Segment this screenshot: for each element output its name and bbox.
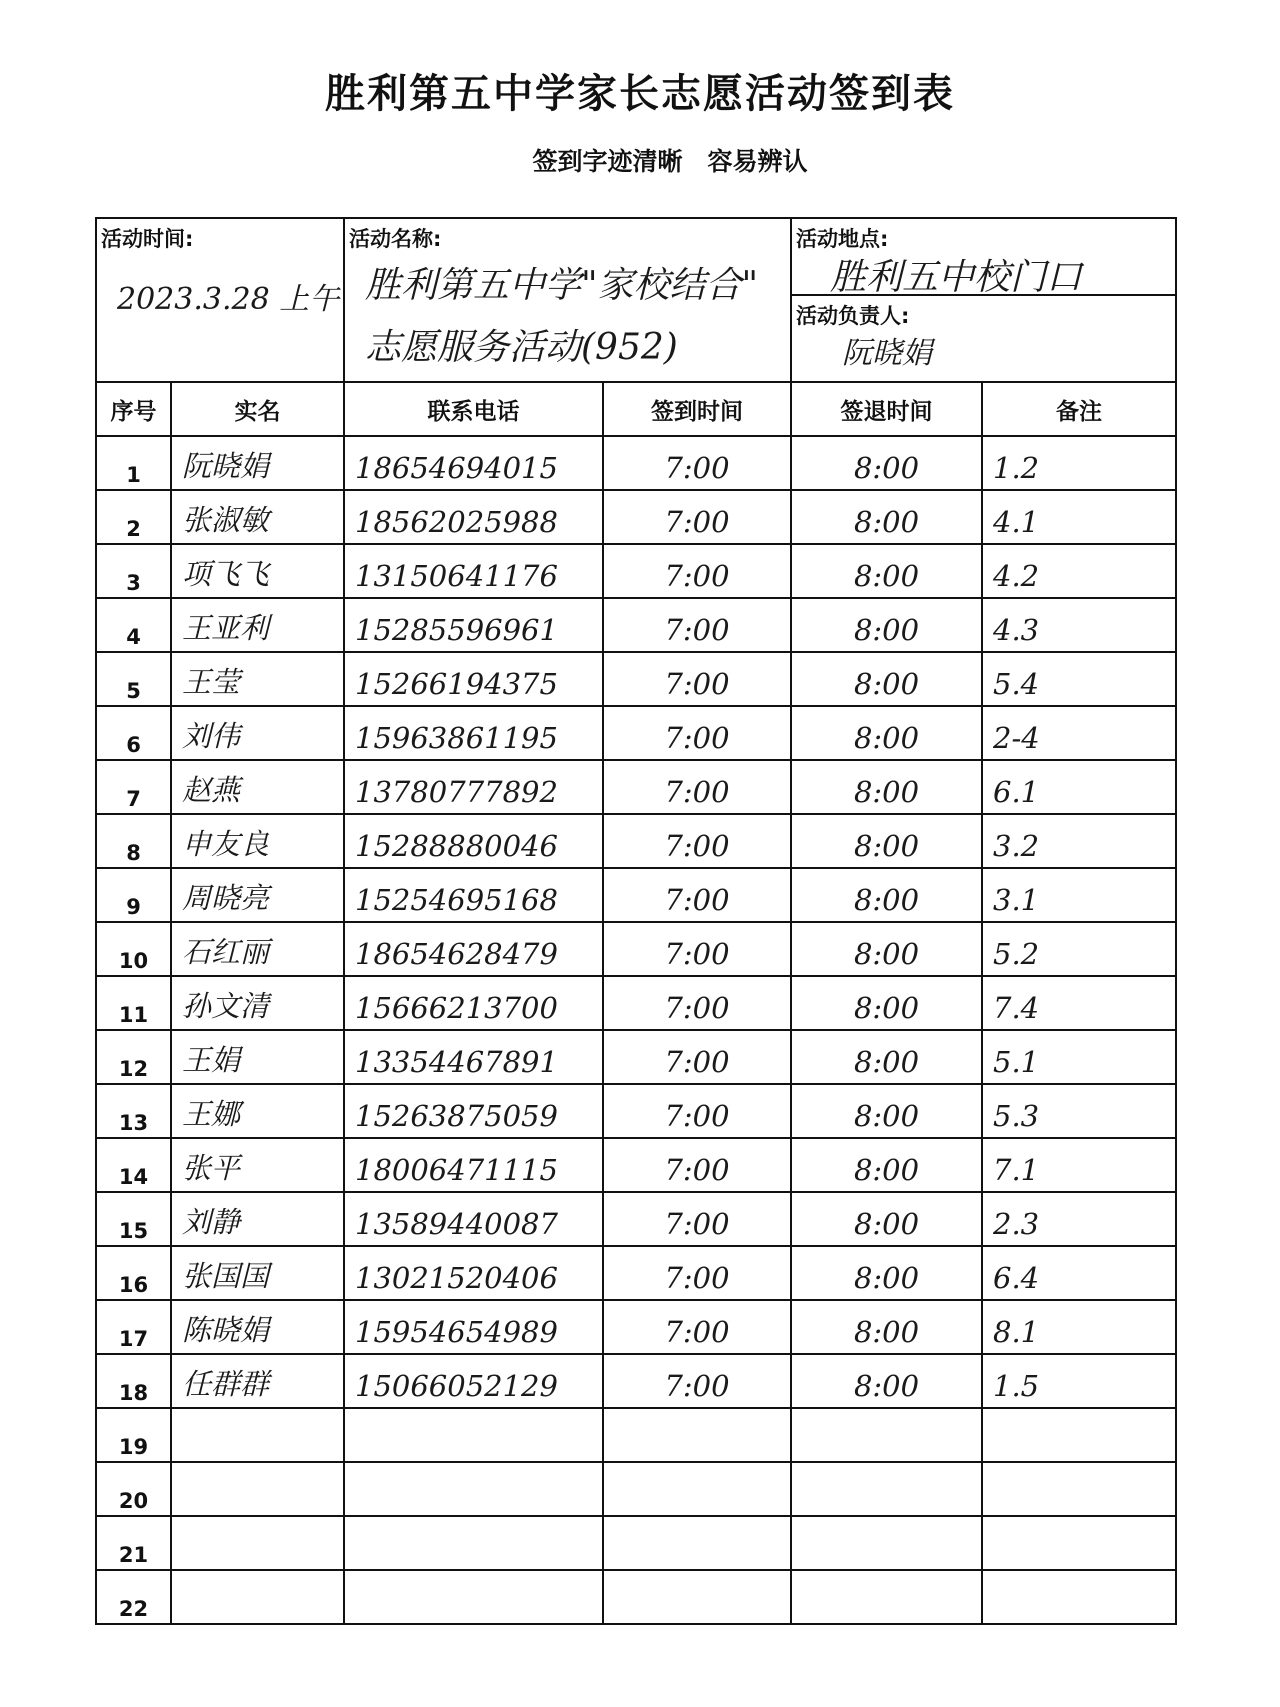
signin-time-cell xyxy=(603,1084,791,1138)
signout-time: 8:00 xyxy=(853,1153,920,1187)
signer-name: 张淑敏 xyxy=(182,503,270,537)
signout-time: 8:00 xyxy=(853,1099,920,1133)
note: 7.4 xyxy=(993,991,1040,1025)
phone-number: 18006471115 xyxy=(355,1153,558,1187)
row-number: 2 xyxy=(126,517,141,541)
activity-location-block xyxy=(792,219,1175,296)
note: 5.1 xyxy=(993,1045,1040,1079)
signer-name-cell xyxy=(171,436,344,490)
signout-time-cell xyxy=(791,1516,982,1570)
phone-number-cell xyxy=(344,1462,603,1516)
activity-time-value: 2023.3.28 上午 xyxy=(117,282,340,317)
phone-number-cell xyxy=(344,1516,603,1570)
note: 5.4 xyxy=(993,667,1040,701)
note-cell xyxy=(982,1300,1176,1354)
signin-time: 7:00 xyxy=(664,1045,730,1079)
signin-time-cell xyxy=(603,1246,791,1300)
signout-time-cell xyxy=(791,1408,982,1462)
signin-time-cell xyxy=(603,1462,791,1516)
phone-number: 13589440087 xyxy=(355,1207,558,1241)
note: 2.3 xyxy=(993,1207,1040,1241)
signer-name: 王亚利 xyxy=(182,611,270,645)
signer-name: 张平 xyxy=(182,1151,241,1185)
table-row xyxy=(96,922,1176,976)
table-row xyxy=(96,976,1176,1030)
phone-number: 15266194375 xyxy=(355,667,558,701)
table-row xyxy=(96,706,1176,760)
signer-name: 陈晓娟 xyxy=(182,1313,270,1347)
signout-time: 8:00 xyxy=(853,775,920,809)
phone-number: 13354467891 xyxy=(355,1045,558,1079)
signer-name-cell xyxy=(171,814,344,868)
col-header-name: 实名 xyxy=(171,382,344,436)
table-row xyxy=(96,1246,1176,1300)
row-number: 5 xyxy=(126,679,141,703)
note-cell xyxy=(982,1084,1176,1138)
phone-number-cell xyxy=(344,1192,603,1246)
row-number: 17 xyxy=(118,1327,149,1351)
note: 1.2 xyxy=(993,451,1040,485)
phone-number: 15288880046 xyxy=(355,829,558,863)
phone-number: 15963861195 xyxy=(355,721,558,755)
phone-number-cell xyxy=(344,1246,603,1300)
note-cell xyxy=(982,1570,1176,1624)
row-number-cell xyxy=(96,1354,171,1408)
signer-name-cell xyxy=(171,598,344,652)
note-cell xyxy=(982,976,1176,1030)
signer-name: 任群群 xyxy=(182,1367,270,1401)
row-number: 9 xyxy=(126,895,141,919)
row-number: 4 xyxy=(126,625,141,649)
activity-location-label: 活动地点: xyxy=(796,227,889,251)
row-number-cell xyxy=(96,1138,171,1192)
row-number-cell xyxy=(96,598,171,652)
row-number-cell xyxy=(96,544,171,598)
signout-time-cell xyxy=(791,1462,982,1516)
note-cell xyxy=(982,490,1176,544)
signin-time: 7:00 xyxy=(664,721,730,755)
signer-name-cell xyxy=(171,1192,344,1246)
signin-time-cell xyxy=(603,652,791,706)
note: 6.4 xyxy=(993,1261,1040,1295)
activity-name-cell xyxy=(344,218,791,382)
signer-name-cell xyxy=(171,1030,344,1084)
signer-name-cell xyxy=(171,706,344,760)
note-cell xyxy=(982,760,1176,814)
phone-number-cell xyxy=(344,1084,603,1138)
column-header-row xyxy=(96,382,1176,436)
signout-time: 8:00 xyxy=(853,721,920,755)
note-cell xyxy=(982,1246,1176,1300)
row-number-cell xyxy=(96,1408,171,1462)
signout-time: 8:00 xyxy=(853,667,920,701)
signer-name-cell xyxy=(171,1354,344,1408)
note-cell xyxy=(982,1408,1176,1462)
phone-number: 18654694015 xyxy=(355,451,558,485)
signin-time-cell xyxy=(603,922,791,976)
row-number-cell xyxy=(96,490,171,544)
row-number-cell xyxy=(96,868,171,922)
col-header-note: 备注 xyxy=(982,382,1176,436)
col-header-signin: 签到时间 xyxy=(603,382,791,436)
row-number: 11 xyxy=(118,1003,149,1027)
signin-time-cell xyxy=(603,976,791,1030)
phone-number-cell xyxy=(344,652,603,706)
note-cell xyxy=(982,1030,1176,1084)
signin-time-cell xyxy=(603,1138,791,1192)
signout-time-cell xyxy=(791,652,982,706)
phone-number-cell xyxy=(344,1408,603,1462)
note: 4.1 xyxy=(993,505,1040,539)
note: 4.3 xyxy=(993,613,1040,647)
signout-time: 8:00 xyxy=(853,1369,920,1403)
signout-time: 8:00 xyxy=(853,559,920,593)
signin-time: 7:00 xyxy=(664,1207,730,1241)
signin-time-cell xyxy=(603,1300,791,1354)
note-cell xyxy=(982,706,1176,760)
signer-name-cell xyxy=(171,1462,344,1516)
signout-time: 8:00 xyxy=(853,505,920,539)
signin-time-cell xyxy=(603,1354,791,1408)
signout-time-cell xyxy=(791,1246,982,1300)
signin-time: 7:00 xyxy=(664,883,730,917)
table-row xyxy=(96,760,1176,814)
row-number-cell xyxy=(96,436,171,490)
row-number: 13 xyxy=(118,1111,149,1135)
table-row xyxy=(96,868,1176,922)
signer-name-cell xyxy=(171,1084,344,1138)
note: 3.2 xyxy=(993,829,1040,863)
note-cell xyxy=(982,1516,1176,1570)
row-number: 3 xyxy=(126,571,141,595)
note: 5.2 xyxy=(993,937,1040,971)
note-cell xyxy=(982,598,1176,652)
signer-name: 王娜 xyxy=(182,1097,241,1131)
col-header-phone: 联系电话 xyxy=(344,382,603,436)
signer-name-cell xyxy=(171,1570,344,1624)
signout-time-cell xyxy=(791,922,982,976)
signout-time: 8:00 xyxy=(853,1207,920,1241)
table-row xyxy=(96,1084,1176,1138)
signin-time-cell xyxy=(603,598,791,652)
phone-number-cell xyxy=(344,760,603,814)
activity-leader-label: 活动负责人: xyxy=(796,304,910,328)
signout-time: 8:00 xyxy=(853,451,920,485)
row-number-cell xyxy=(96,1516,171,1570)
signin-time: 7:00 xyxy=(664,1153,730,1187)
signer-name-cell xyxy=(171,868,344,922)
activity-time-label: 活动时间: xyxy=(101,227,194,251)
signout-time: 8:00 xyxy=(853,1045,920,1079)
phone-number: 18562025988 xyxy=(355,505,558,539)
phone-number-cell xyxy=(344,1354,603,1408)
activity-info-row xyxy=(96,218,1176,382)
signer-name-cell xyxy=(171,652,344,706)
note-cell xyxy=(982,436,1176,490)
signer-name: 石红丽 xyxy=(182,935,270,969)
note-cell xyxy=(982,868,1176,922)
signer-name: 王娟 xyxy=(182,1043,241,1077)
row-number-cell xyxy=(96,760,171,814)
phone-number-cell xyxy=(344,598,603,652)
note: 6.1 xyxy=(993,775,1040,809)
form-subtitle: 签到字迹清晰 容易辨认 xyxy=(532,147,808,176)
row-number-cell xyxy=(96,1084,171,1138)
table-row xyxy=(96,1570,1176,1624)
phone-number: 15954654989 xyxy=(355,1315,558,1349)
table-row xyxy=(96,1408,1176,1462)
table-row xyxy=(96,436,1176,490)
row-number-cell xyxy=(96,1462,171,1516)
row-number: 12 xyxy=(118,1057,149,1081)
signout-time-cell xyxy=(791,544,982,598)
signout-time-cell xyxy=(791,814,982,868)
signout-time-cell xyxy=(791,490,982,544)
signer-name-cell xyxy=(171,544,344,598)
signer-name-cell xyxy=(171,1300,344,1354)
row-number-cell xyxy=(96,1246,171,1300)
note: 2-4 xyxy=(993,721,1040,755)
row-number-cell xyxy=(96,1300,171,1354)
phone-number: 13150641176 xyxy=(355,559,558,593)
phone-number-cell xyxy=(344,868,603,922)
signer-name-cell xyxy=(171,1246,344,1300)
phone-number-cell xyxy=(344,544,603,598)
phone-number: 13780777892 xyxy=(355,775,558,809)
row-number: 14 xyxy=(118,1165,149,1189)
table-row xyxy=(96,814,1176,868)
row-number: 22 xyxy=(118,1597,149,1621)
row-number: 7 xyxy=(126,787,141,811)
signin-time-cell xyxy=(603,436,791,490)
phone-number-cell xyxy=(344,436,603,490)
signout-time-cell xyxy=(791,1192,982,1246)
signer-name-cell xyxy=(171,1408,344,1462)
col-header-no: 序号 xyxy=(96,382,171,436)
signout-time: 8:00 xyxy=(853,829,920,863)
signer-name: 刘伟 xyxy=(182,719,241,753)
signer-name: 张国国 xyxy=(182,1259,270,1293)
table-row xyxy=(96,1354,1176,1408)
note: 7.1 xyxy=(993,1153,1040,1187)
signout-time-cell xyxy=(791,598,982,652)
signin-time: 7:00 xyxy=(664,451,730,485)
signer-name: 赵燕 xyxy=(182,773,241,807)
signout-time-cell xyxy=(791,1084,982,1138)
signin-time-cell xyxy=(603,814,791,868)
signer-name: 孙文清 xyxy=(182,989,270,1023)
signin-time: 7:00 xyxy=(664,775,730,809)
phone-number-cell xyxy=(344,922,603,976)
row-number-cell xyxy=(96,814,171,868)
row-number: 21 xyxy=(118,1543,149,1567)
table-row xyxy=(96,1462,1176,1516)
phone-number: 15263875059 xyxy=(355,1099,558,1133)
signout-time-cell xyxy=(791,976,982,1030)
phone-number: 18654628479 xyxy=(355,937,558,971)
row-number-cell xyxy=(96,922,171,976)
phone-number-cell xyxy=(344,1138,603,1192)
signin-table xyxy=(95,217,1177,1625)
signer-name-cell xyxy=(171,1138,344,1192)
table-row xyxy=(96,1030,1176,1084)
note: 3.1 xyxy=(993,883,1040,917)
table-row xyxy=(96,1138,1176,1192)
row-number-cell xyxy=(96,652,171,706)
row-number-cell xyxy=(96,1030,171,1084)
note: 8.1 xyxy=(993,1315,1040,1349)
signin-time: 7:00 xyxy=(664,829,730,863)
table-row xyxy=(96,544,1176,598)
phone-number-cell xyxy=(344,814,603,868)
row-number-cell xyxy=(96,976,171,1030)
row-number: 18 xyxy=(118,1381,149,1405)
signin-time: 7:00 xyxy=(664,991,730,1025)
signin-time: 7:00 xyxy=(664,1261,730,1295)
table-row xyxy=(96,1192,1176,1246)
signout-time-cell xyxy=(791,1354,982,1408)
signer-name: 刘静 xyxy=(182,1205,241,1239)
table-row xyxy=(96,490,1176,544)
note-cell xyxy=(982,1138,1176,1192)
signer-name: 周晓亮 xyxy=(182,881,270,915)
table-row xyxy=(96,1300,1176,1354)
signer-name-cell xyxy=(171,490,344,544)
activity-name-value-line1: 胜利第五中学"家校结合" xyxy=(365,265,759,306)
phone-number: 15066052129 xyxy=(355,1369,558,1403)
phone-number: 15666213700 xyxy=(355,991,558,1025)
row-number: 16 xyxy=(118,1273,149,1297)
row-number: 15 xyxy=(118,1219,149,1243)
table-row xyxy=(96,652,1176,706)
form-title: 胜利第五中学家长志愿活动签到表 xyxy=(325,71,955,117)
row-number: 8 xyxy=(126,841,141,865)
note: 4.2 xyxy=(993,559,1040,593)
phone-number-cell xyxy=(344,706,603,760)
signout-time-cell xyxy=(791,868,982,922)
signin-time-cell xyxy=(603,760,791,814)
signout-time: 8:00 xyxy=(853,937,920,971)
signin-time-cell xyxy=(603,1516,791,1570)
signout-time: 8:00 xyxy=(853,1315,920,1349)
activity-location-value: 胜利五中校门口 xyxy=(830,257,1083,298)
table-row xyxy=(96,598,1176,652)
signout-time-cell xyxy=(791,1570,982,1624)
note-cell xyxy=(982,922,1176,976)
signout-time: 8:00 xyxy=(853,883,920,917)
row-number: 1 xyxy=(126,463,141,487)
note-cell xyxy=(982,1192,1176,1246)
phone-number: 15285596961 xyxy=(355,613,558,647)
phone-number: 15254695168 xyxy=(355,883,558,917)
signout-time-cell xyxy=(791,760,982,814)
signin-time-cell xyxy=(603,1192,791,1246)
table-row xyxy=(96,1516,1176,1570)
signin-time: 7:00 xyxy=(664,1099,730,1133)
phone-number-cell xyxy=(344,976,603,1030)
signin-time: 7:00 xyxy=(664,505,730,539)
signer-name: 王莹 xyxy=(182,665,241,699)
note-cell xyxy=(982,544,1176,598)
row-number: 20 xyxy=(118,1489,149,1513)
signout-time-cell xyxy=(791,1030,982,1084)
signer-name-cell xyxy=(171,922,344,976)
signer-name: 项飞飞 xyxy=(182,557,270,591)
phone-number-cell xyxy=(344,490,603,544)
signout-time-cell xyxy=(791,1300,982,1354)
activity-time-cell xyxy=(96,218,344,382)
signer-name-cell xyxy=(171,976,344,1030)
phone-number-cell xyxy=(344,1300,603,1354)
signin-time-cell xyxy=(603,706,791,760)
signout-time-cell xyxy=(791,706,982,760)
activity-name-value-line2: 志愿服务活动(952) xyxy=(365,327,678,368)
signin-time: 7:00 xyxy=(664,1315,730,1349)
signout-time-cell xyxy=(791,436,982,490)
row-number: 19 xyxy=(118,1435,149,1459)
signout-time-cell xyxy=(791,1138,982,1192)
note: 1.5 xyxy=(993,1369,1040,1403)
activity-name-label: 活动名称: xyxy=(349,227,442,251)
activity-leader-value: 阮晓娟 xyxy=(842,336,932,371)
signout-time: 8:00 xyxy=(853,613,920,647)
row-number: 10 xyxy=(118,949,149,973)
note-cell xyxy=(982,652,1176,706)
signin-time: 7:00 xyxy=(664,937,730,971)
signer-name-cell xyxy=(171,1516,344,1570)
row-number-cell xyxy=(96,1192,171,1246)
signer-name: 阮晓娟 xyxy=(182,449,270,483)
signin-time: 7:00 xyxy=(664,613,730,647)
col-header-signout: 签退时间 xyxy=(791,382,982,436)
note: 5.3 xyxy=(993,1099,1040,1133)
phone-number-cell xyxy=(344,1030,603,1084)
signin-time-cell xyxy=(603,544,791,598)
note-cell xyxy=(982,1462,1176,1516)
phone-number-cell xyxy=(344,1570,603,1624)
signin-time-cell xyxy=(603,1030,791,1084)
signin-time-cell xyxy=(603,490,791,544)
row-number-cell xyxy=(96,1570,171,1624)
signer-name: 申友良 xyxy=(182,827,270,861)
row-number-cell xyxy=(96,706,171,760)
note-cell xyxy=(982,814,1176,868)
phone-number: 13021520406 xyxy=(355,1261,558,1295)
signout-time: 8:00 xyxy=(853,991,920,1025)
note-cell xyxy=(982,1354,1176,1408)
signin-time-cell xyxy=(603,1570,791,1624)
row-number: 6 xyxy=(126,733,141,757)
signout-time: 8:00 xyxy=(853,1261,920,1295)
signin-time: 7:00 xyxy=(664,1369,730,1403)
signin-time-cell xyxy=(603,1408,791,1462)
signin-time-cell xyxy=(603,868,791,922)
signer-name-cell xyxy=(171,760,344,814)
activity-location-cell xyxy=(791,218,1176,382)
signin-time: 7:00 xyxy=(664,559,730,593)
signin-time: 7:00 xyxy=(664,667,730,701)
